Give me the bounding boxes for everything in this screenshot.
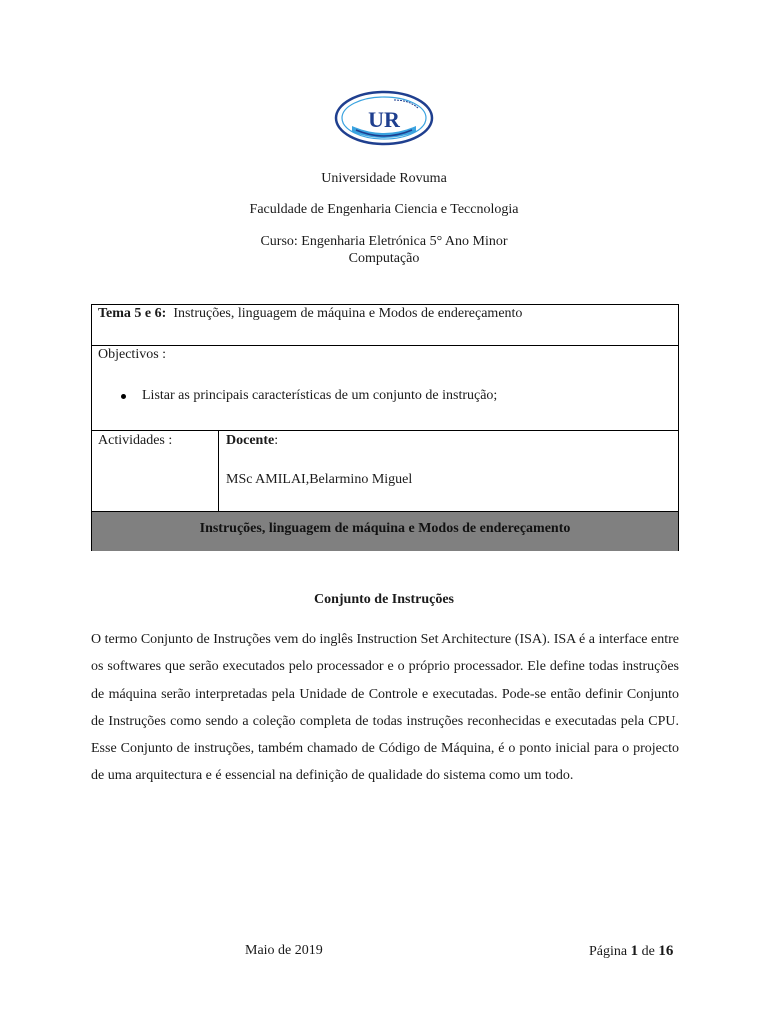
page-total: 16 [658,943,674,959]
faculty-name: Faculdade de Engenharia Ciencia e Teccnologia [249,202,519,217]
course-line-2: Computação [348,251,420,266]
docente-name: MSc AMILAI,Belarmino Miguel [226,472,413,487]
page-current: 1 [630,943,639,959]
bullet-icon [121,394,126,399]
table-row-band [92,511,678,551]
column-divider [218,431,219,511]
objectivo-item: Listar as principais características de um conjunto de instrução; [142,388,498,403]
docente-label: Docente [226,433,275,448]
tema-text: Instruções, linguagem de máquina e Modos de endereçamento [173,306,523,321]
page-label: Página [589,944,628,959]
actividades-label: Actividades : [98,433,173,448]
university-logo-icon [334,90,434,146]
page-of: de [641,944,655,959]
tema-cell [98,305,522,323]
university-logo [334,90,434,146]
info-table [91,304,679,551]
tema-label: Tema 5 e 6: [98,306,167,321]
section-paragraph: O termo Conjunto de Instruções vem do inglês Instruction Set Architecture (ISA). ISA é a interface entre os softwares que serão executados pelo processador e o próprio processador. Ele define todas instruções de máquina serão interpretadas pela Unidade de Controle e executadas. Pode-se então definir Conjunto de Instruções como sendo a coleção completa de todas instruções reconhecidas e executadas pela CPU. Esse Conjunto de instruções, também chamado de Código de Máquina, é o ponto inicial para o projecto de uma arquitectura e é essencial na definição de qualidade do sistema como um todo. [91,632,679,784]
docente-heading [226,432,278,450]
table-row-objectivos [92,346,678,431]
objectivos-label: Objectivos : [98,347,167,362]
footer-date: Maio de 2019 [245,943,323,958]
band-title: Instruções, linguagem de máquina e Modos de endereçamento [199,521,571,536]
footer-page-number [589,942,673,961]
logo-mark: UR [368,107,400,132]
course-line-1: Curso: Engenharia Eletrónica 5° Ano Minor [260,234,508,249]
section-title: Conjunto de Instruções [313,592,454,607]
docente-colon: : [274,433,279,448]
university-name: Universidade Rovuma [321,171,447,186]
table-row-tema [92,305,678,346]
table-row-actividades [92,431,678,511]
